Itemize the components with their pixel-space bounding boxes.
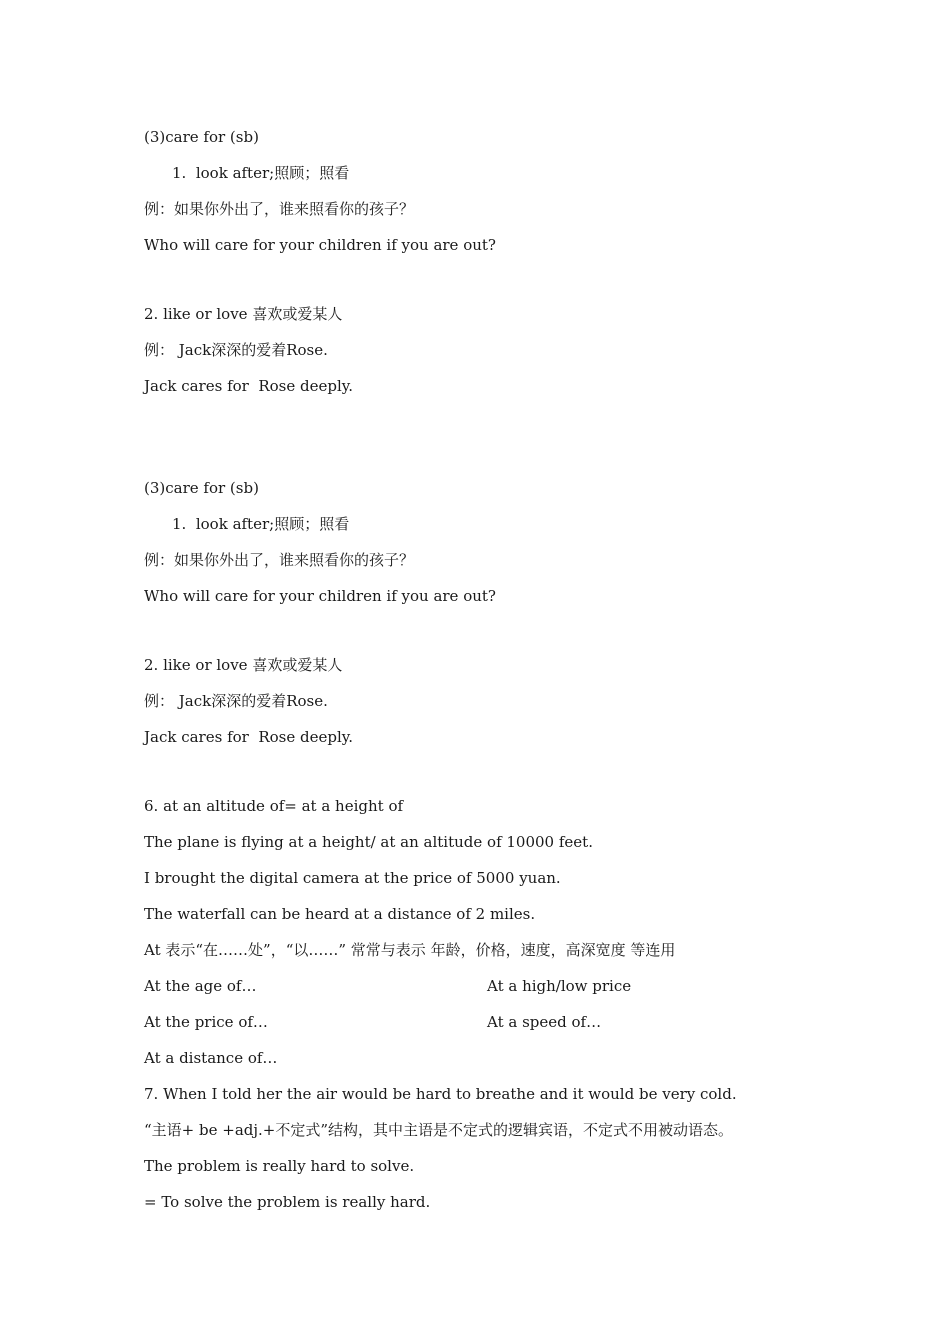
block1-example2-en: Jack cares for Rose deeply.	[144, 377, 354, 395]
block2-example1-cn: 例：如果你外出了，谁来照看你的孩子？	[144, 551, 415, 569]
item6-phrase-right: At a high/low price	[487, 977, 632, 995]
block1-sense2: 2. like or love 喜欢或爱某人	[144, 305, 343, 323]
block1-heading: (3)care for (sb)	[144, 128, 259, 146]
item6-phrase-left: At the price of…	[144, 1013, 268, 1031]
item7-heading: 7. When I told her the air would be hard to breathe and it would be very cold.	[144, 1085, 737, 1103]
item7-note: “主语+ be +adj.+不定式”结构，其中主语是不定式的逻辑宾语，不定式不用被动语态。	[144, 1121, 734, 1139]
item6-phrase-right: At a speed of…	[487, 1013, 602, 1031]
block2-example2-cn: 例： Jack深深的爱着Rose.	[144, 692, 328, 710]
item6-phrase-left: At a distance of…	[144, 1049, 278, 1067]
item6-example-3: The waterfall can be heard at a distance of 2 miles.	[144, 905, 536, 923]
item6-heading: 6. at an altitude of= at a height of	[144, 797, 404, 815]
item6-note: At 表示“在……处”，“以……” 常常与表示 年龄，价格，速度，高深宽度 等连用	[144, 941, 676, 959]
item6-example-1: The plane is flying at a height/ at an altitude of 10000 feet.	[144, 833, 593, 851]
block2-sense1: 1. look after;照顾；照看	[172, 515, 350, 533]
block1-sense1: 1. look after;照顾；照看	[172, 164, 350, 182]
item6-phrase-left: At the age of…	[144, 977, 257, 995]
block1-example1-en: Who will care for your children if you are out?	[144, 236, 496, 254]
block2-example2-en: Jack cares for Rose deeply.	[144, 728, 354, 746]
block2-heading: (3)care for (sb)	[144, 479, 259, 497]
item7-example-1: The problem is really hard to solve.	[144, 1157, 415, 1175]
block1-example2-cn: 例： Jack深深的爱着Rose.	[144, 341, 328, 359]
block2-sense2: 2. like or love 喜欢或爱某人	[144, 656, 343, 674]
block2-example1-en: Who will care for your children if you are out?	[144, 587, 496, 605]
item6-example-2: I brought the digital camera at the price of 5000 yuan.	[144, 869, 561, 887]
item7-example-2: = To solve the problem is really hard.	[144, 1193, 431, 1211]
block1-example1-cn: 例：如果你外出了，谁来照看你的孩子？	[144, 200, 415, 218]
